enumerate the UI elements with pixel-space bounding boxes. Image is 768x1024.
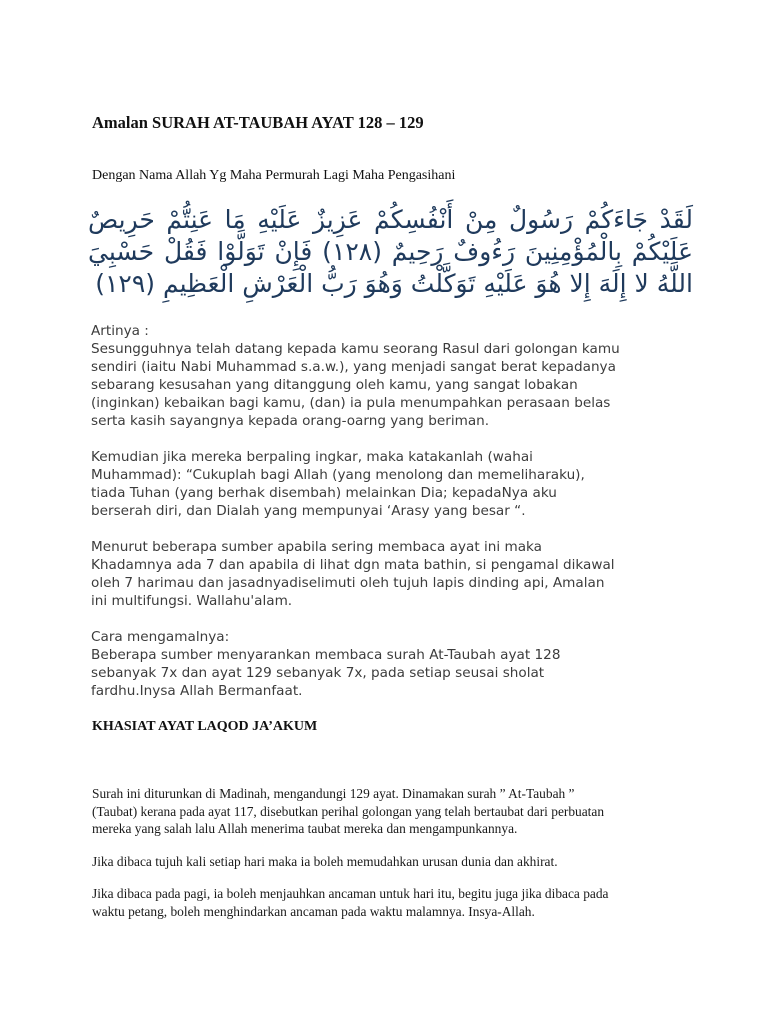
translation-line: Beberapa sumber menyarankan membaca surah At-Taubah ayat 128 [91,647,561,663]
translation-paragraph-4 [91,628,691,700]
translation-paragraph-2 [91,448,691,520]
khasiat-paragraph-2 [92,853,682,871]
practice-label: Cara mengamalnya: [91,629,230,645]
document-title: Amalan SURAH AT-TAUBAH AYAT 128 – 129 [92,113,424,132]
document-subtitle: Dengan Nama Allah Yg Maha Permurah Lagi Maha Pengasihani [92,168,456,183]
translation-line: Sesungguhnya telah datang kepada kamu seorang Rasul dari golongan kamu [91,341,620,357]
khasiat-line: waktu petang, boleh menghindarkan ancaman pada waktu malamnya. Insya-Allah. [92,903,535,919]
translation-line: oleh 7 harimau dan jasadnyadiselimuti oleh tujuh lapis dinding api, Amalan [91,575,605,591]
khasiat-line: Jika dibaca tujuh kali setiap hari maka ia boleh memudahkan urusan dunia dan akhirat. [92,853,558,869]
translation-line: (inginkan) kebaikan bagi kamu, (dan) ia pula menumpahkan perasaan belas [91,395,611,411]
khasiat-body [92,785,682,935]
khasiat-paragraph-1 [92,785,682,838]
translation-line: Khadamnya ada 7 dan apabila di lihat dgn mata bathin, si pengamal dikawal [91,557,615,573]
translation-line: sebanyak 7x dan ayat 129 sebanyak 7x, pada setiap seusai sholat [91,665,545,681]
khasiat-line: mereka yang salah lalu Allah menerima taubat mereka dan mengampunkannya. [92,821,518,836]
translation-line: sebarang kesusahan yang ditanggung oleh kamu, yang sangat lobakan [91,377,578,393]
translation-line: tiada Tuhan (yang berhak disembah) melainkan Dia; kepadaNya aku [91,485,557,501]
translation-section [91,322,691,718]
khasiat-line: Jika dibaca pada pagi, ia boleh menjauhkan ancaman untuk hari itu, begitu juga jika dibaca pada [92,886,609,901]
arabic-verse: لَقَدْ جَاءَكُمْ رَسُولٌ مِنْ أَنْفُسِكُمْ عَزِيزٌ عَلَيْهِ مَا عَنِتُّمْ حَرِيصٌ عَلَيْكُمْ بِالْمُؤْمِنِينَ رَءُوفٌ رَحِيمٌ (١٢٨) فَإِنْ تَوَلَّوْا فَقُلْ حَسْبِيَ اللَّهُ لا إِلَهَ إِلا هُوَ عَلَيْهِ تَوَكَّلْتُ وَهُوَ رَبُّ الْعَرْشِ الْعَظِيمِ (١٢٩) [88,205,693,298]
translation-line: serta kasih sayangnya kepada orang-oarng yang beriman. [91,413,490,429]
khasiat-heading: KHASIAT AYAT LAQOD JA’AKUM [92,719,318,734]
translation-line: berserah diri, dan Dialah yang mempunyai ‘Arasy yang besar “. [91,503,526,519]
translation-line: fardhu.Inysa Allah Bermanfaat. [91,683,303,699]
khasiat-line: Surah ini diturunkan di Madinah, mengandungi 129 ayat. Dinamakan surah ” At-Taubah ” [92,786,575,801]
khasiat-line: (Taubat) kerana pada ayat 117, disebutkan perihal golongan yang telah bertaubat dari perbuatan [92,803,605,819]
translation-line: Muhammad): “Cukuplah bagi Allah (yang menolong dan memeliharaku), [91,467,585,483]
translation-line: sendiri (iaitu Nabi Muhammad s.a.w.), yang menjadi sangat berat kepadanya [91,359,616,375]
khasiat-paragraph-3 [92,885,682,920]
translation-label: Artinya : [91,323,149,339]
translation-line: Kemudian jika mereka berpaling ingkar, maka katakanlah (wahai [91,449,533,465]
translation-paragraph-1 [91,322,691,430]
translation-line: ini multifungsi. Wallahu'alam. [91,593,293,609]
translation-line: Menurut beberapa sumber apabila sering membaca ayat ini maka [91,539,543,555]
translation-paragraph-3 [91,538,691,610]
